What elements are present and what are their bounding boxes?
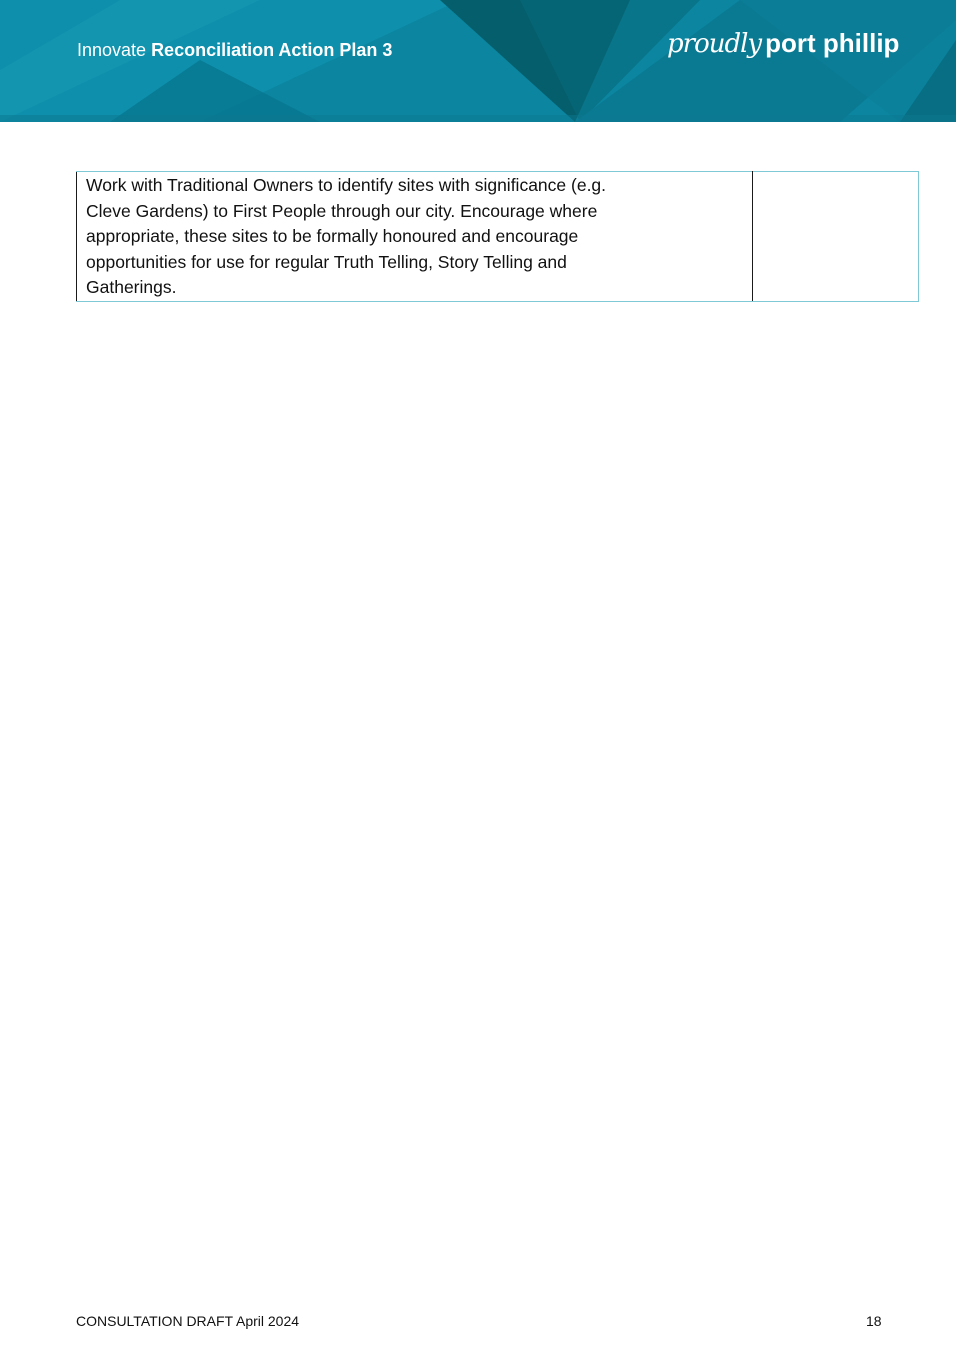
document-title-prefix: Innovate xyxy=(77,40,152,60)
logo-script-word: proudly xyxy=(667,29,762,59)
document-title-main: Reconciliation Action Plan 3 xyxy=(151,40,393,60)
page-number: 18 xyxy=(866,1313,882,1329)
proudly-port-phillip-logo xyxy=(667,28,899,72)
action-table xyxy=(76,171,919,302)
footer-draft-label: CONSULTATION DRAFT April 2024 xyxy=(76,1313,300,1329)
logo-brand-name: port phillip xyxy=(765,28,900,58)
action-cell xyxy=(77,172,753,302)
document-title xyxy=(77,40,392,61)
empty-cell xyxy=(753,172,919,302)
page-header-banner xyxy=(0,0,956,122)
action-text: Work with Traditional Owners to identify sites with significance (e.g. Cleve Gardens) to First People through our city. Encourage where appropriate, these sites to be formally honoured and encourage opportunities for use for regular Truth Telling, Story Telling and Gatherings. xyxy=(86,175,607,297)
table-row xyxy=(77,172,919,302)
